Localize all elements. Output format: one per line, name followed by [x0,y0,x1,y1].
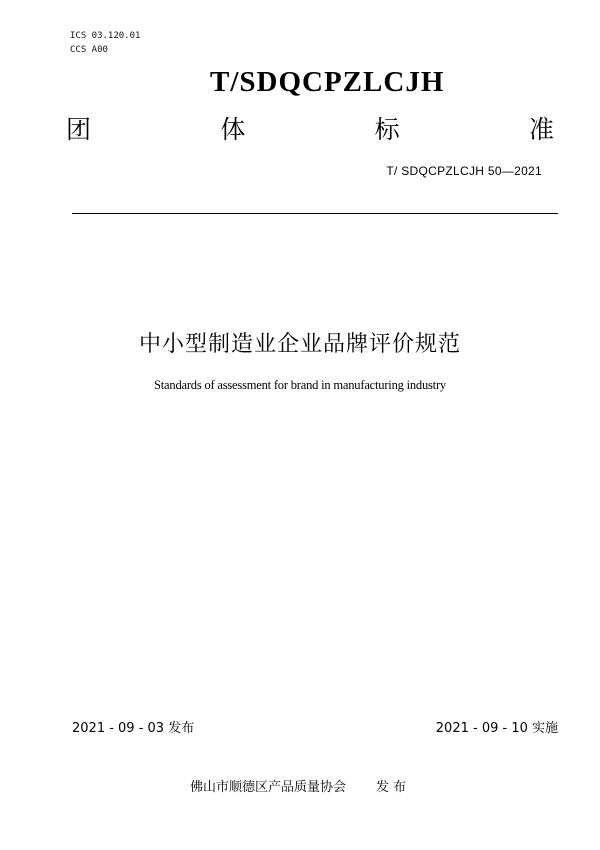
document-title-english: Standards of assessment for brand in manufacturing industry [154,378,446,392]
organization-code: T/SDQCPZLCJH [210,66,445,98]
document-title-chinese: 中小型制造业企业品牌评价规范 [138,332,461,357]
ccs-code: CCS A00 [70,45,108,55]
publisher-line [190,776,406,795]
effective-date: 2021 - 09 - 10 实施 [435,721,558,736]
standard-type-char: 标 [374,115,400,144]
standard-type-char: 体 [220,115,246,144]
publisher-name: 佛山市顺德区产品质量协会 [190,780,347,795]
publish-action: 发 布 [376,780,407,795]
standard-number: T/ SDQCPZLCJH 50—2021 [386,164,542,178]
standard-type-char: 准 [528,115,554,144]
classification-codes [70,29,140,57]
ics-code: ICS 03.120.01 [70,31,141,41]
standard-type-char: 团 [66,115,92,144]
standard-type [66,114,554,146]
header-divider [72,213,558,214]
release-date: 2021 - 09 - 03 发布 [72,721,195,736]
